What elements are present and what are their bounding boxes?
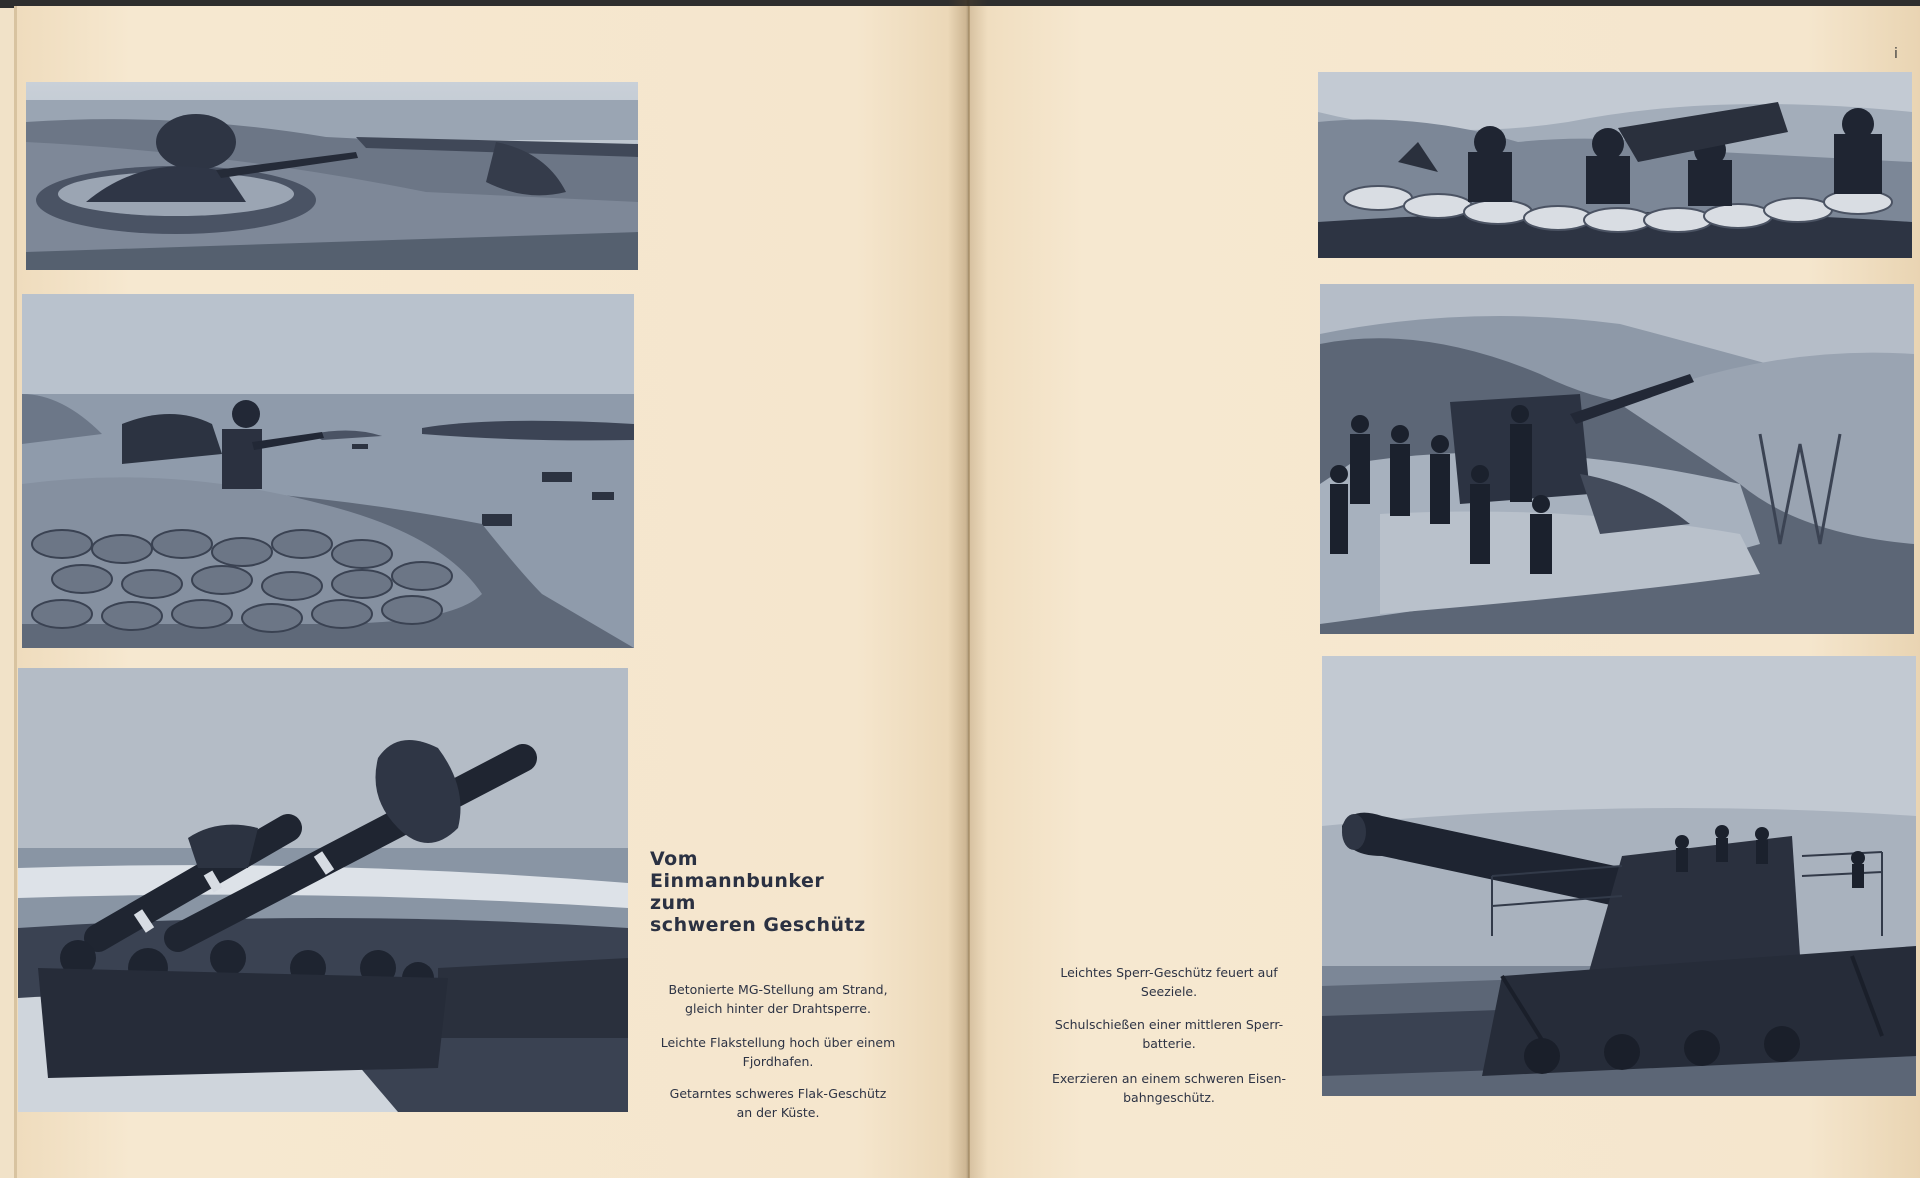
- page-corner-mark: i: [1894, 46, 1898, 62]
- caption-line: an der Küste.: [736, 1105, 820, 1120]
- photo-medium-barrage-battery: [1320, 284, 1914, 634]
- heading-line: zum: [650, 892, 696, 914]
- caption-line: Getarntes schweres Flak-Geschütz: [669, 1086, 887, 1101]
- caption-camouflaged-flak: [650, 1084, 906, 1122]
- heading-line: Vom: [650, 848, 699, 870]
- caption-line: Fjordhafen.: [742, 1054, 814, 1069]
- caption-line: Schulschießen einer mittleren Sperr-: [1054, 1017, 1284, 1032]
- caption-line: Leichte Flakstellung hoch über einem: [660, 1035, 896, 1050]
- caption-line: bahngeschütz.: [1123, 1090, 1215, 1105]
- caption-mg-bunker: [650, 980, 906, 1018]
- caption-line: Betonierte MG-Stellung am Strand,: [668, 982, 888, 997]
- photo-heavy-railway-gun: [1322, 656, 1916, 1096]
- caption-medium-barrage-battery: [1042, 1015, 1296, 1053]
- caption-flak-fjord: [650, 1033, 906, 1071]
- caption-line: Exerzieren an einem schweren Eisen-: [1051, 1071, 1287, 1086]
- photo-mg-bunker-beach: [26, 82, 638, 270]
- caption-line: Leichtes Sperr-Geschütz feuert auf: [1060, 965, 1278, 980]
- photo-light-barrage-gun: [1318, 72, 1912, 258]
- caption-line: batterie.: [1142, 1036, 1196, 1051]
- caption-railway-gun: [1042, 1069, 1296, 1107]
- heading-line: Einmannbunker: [650, 870, 825, 892]
- photo-camouflaged-flak-coast: [18, 668, 628, 1112]
- caption-line: gleich hinter der Drahtsperre.: [685, 1001, 871, 1016]
- caption-line: Seeziele.: [1140, 984, 1198, 999]
- caption-light-barrage-gun: [1042, 963, 1296, 1001]
- section-heading: [650, 848, 880, 936]
- heading-line: schweren Geschütz: [650, 914, 866, 936]
- photo-flak-fjord-harbor: [22, 294, 634, 648]
